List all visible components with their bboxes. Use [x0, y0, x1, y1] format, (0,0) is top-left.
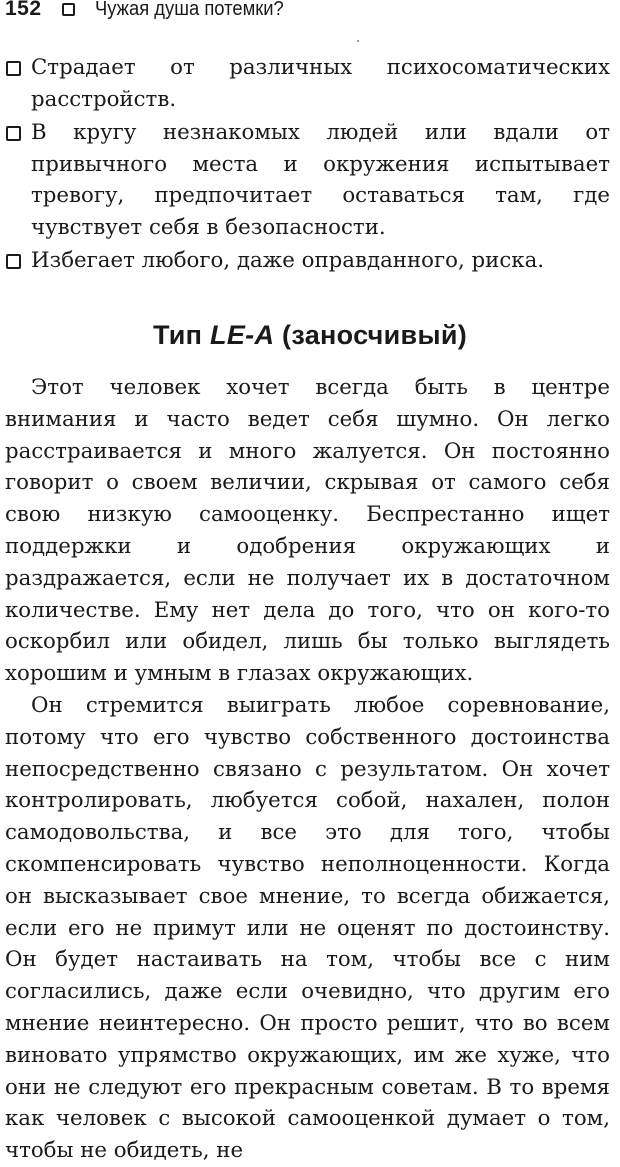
- checklist-item-text: Страдает от различных психосоматических расстройств.: [31, 55, 610, 112]
- section-title-suffix: (заносчивый): [274, 320, 468, 350]
- paragraph: Он стремится выиграть любое соревнование, потому что его чувство собственного достоинства непосредственно связано с результатом. Он хочет контролировать, любуется собой, нахален, полон самодовольства, и все это для того, чтобы скомпенсировать чувство неполноценности. Когда он высказывает свое мнение, то всегда обижается, если его не примут или не оценят по достоинству. Он будет настаивать на том, чтобы все с ним согласились, даже если очевидно, что другим его мнение неинтересно. Он просто решит, что во всем виновато упрямство окружающих, им же хуже, что они не следуют его прекрасным советам. В то время как человек с высокой самооценкой думает о том, чтобы не обидеть, не: [5, 692, 610, 1164]
- section-title: [0, 320, 620, 351]
- checklist-item: [5, 117, 610, 243]
- checklist-item: [5, 52, 610, 115]
- body-text: [5, 372, 610, 1167]
- checkbox-icon: [6, 254, 21, 269]
- checklist-item-text: В кругу незнакомых людей или вдали от привычного места и окружения испытывает тревогу, предпочитает оставаться там, где чувствует себя в безопасности.: [31, 120, 610, 240]
- scan-speck: [357, 40, 359, 42]
- section-title-prefix: Тип: [152, 320, 211, 350]
- checklist-item-text: Избегает любого, даже оправданного, риска.: [31, 248, 545, 273]
- checkbox-icon: [6, 61, 21, 76]
- paragraph: Этот человек хочет всегда быть в центре внимания и часто ведет себя шумно. Он легко расстраивается и много жалуется. Он постоянно говорит о своем величии, скрывая от самого себя свою низкую самооценку. Беспрестанно ищет поддержки и одобрения окружающих и раздражается, если не получает их в достаточном количестве. Ему нет дела до того, что он кого-то оскорбил или обидел, лишь бы только выглядеть хорошим и умным в глазах окружающих.: [5, 375, 610, 687]
- checklist-item: [5, 245, 610, 277]
- running-header: [5, 0, 300, 24]
- running-title: Чужая душа потемки?: [94, 0, 284, 20]
- page-number: 152: [5, 0, 42, 20]
- symptom-checklist: [5, 52, 610, 277]
- checkbox-icon: [6, 126, 21, 141]
- section-title-type: LE-A: [210, 320, 275, 350]
- checkbox-icon: [62, 3, 75, 16]
